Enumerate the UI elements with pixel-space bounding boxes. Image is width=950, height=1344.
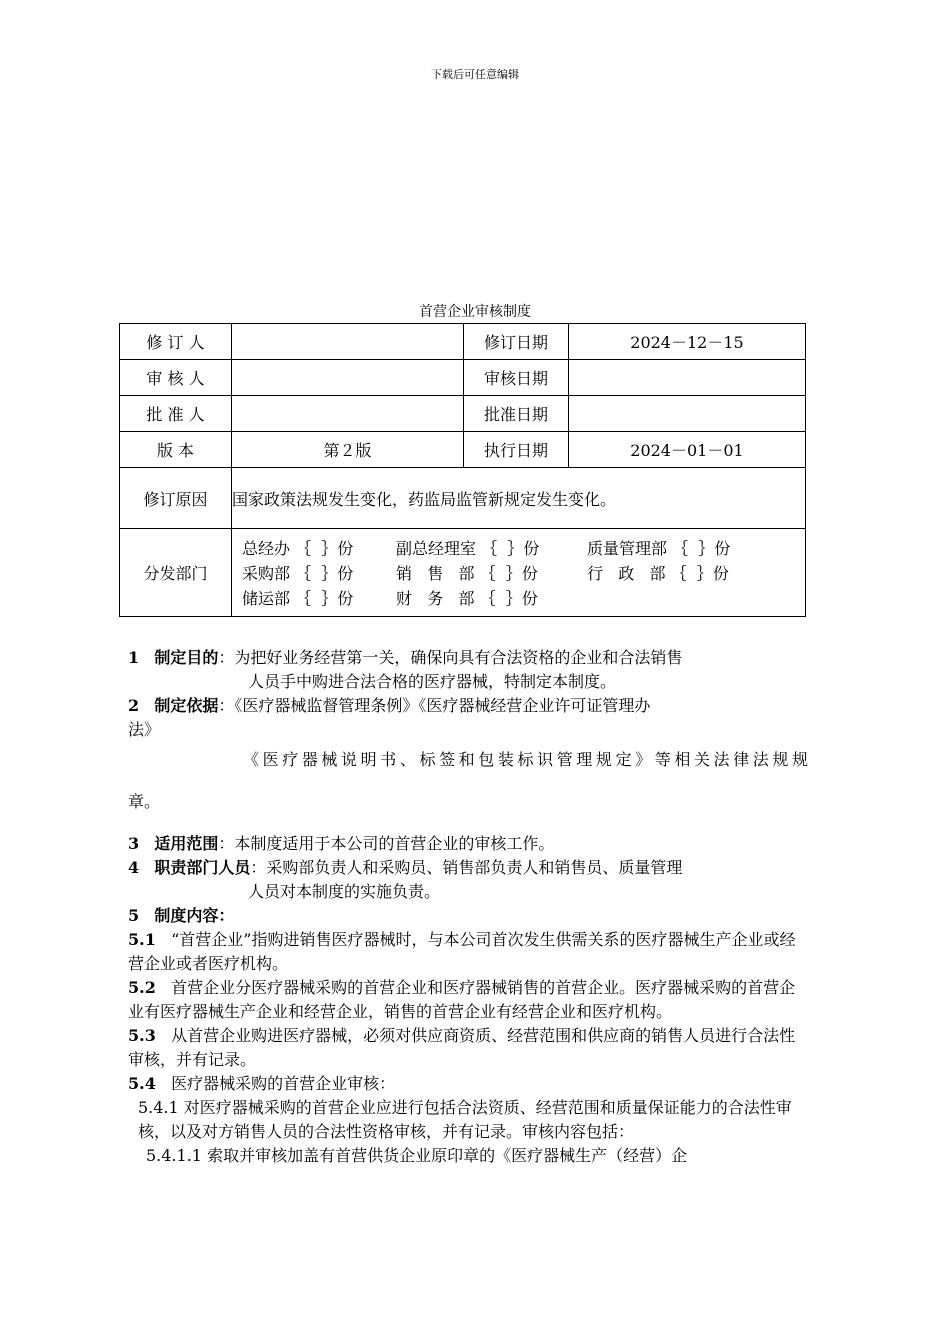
section-2-cont: 法》: [128, 720, 161, 739]
revision-reason-label: 修订原因: [120, 468, 232, 529]
section-text: ：采购部负责人和采购员、销售部负责人和销售员、质量管理: [250, 858, 683, 877]
section-1: [128, 646, 808, 670]
section-4: [128, 856, 808, 880]
section-2: [128, 694, 808, 718]
section-text: 从首营企业购进医疗器械，必须对供应商资质、经营范围和供应商的销售人员进行合法性审核，并有记录。: [128, 1026, 796, 1069]
version-label: 版 本: [120, 432, 232, 468]
distribution-label: 分发部门: [120, 529, 232, 617]
dist-sales-dept: 销 售 部 ｛ ｝份: [396, 564, 538, 583]
revision-info-table: [119, 323, 806, 617]
reviewer-label: 审 核 人: [120, 360, 232, 396]
distribution-line: [232, 585, 805, 610]
approver-label: 批 准 人: [120, 396, 232, 432]
section-number: 4: [128, 858, 140, 877]
section-5-4-1: 5.4.1 对医疗器械采购的首营企业应进行包括合法资质、经营范围和质量保证能力的合法性审核，以及对方销售人员的合法性资格审核，并有记录。审核内容包括：: [138, 1098, 792, 1141]
section-1-cont: 人员手中购进合法合格的医疗器械，特制定本制度。: [248, 672, 617, 691]
section-3: [128, 832, 808, 856]
section-number: 1: [128, 648, 140, 667]
section-5-4-1-1: 5.4.1.1 索取并审核加盖有首营供货企业原印章的《医疗器械生产（经营）企: [146, 1146, 688, 1165]
section-heading: 制定目的: [154, 648, 219, 667]
table-row: [120, 529, 806, 617]
section-text: ：为把好业务经营第一关，确保向具有合法资格的企业和合法销售: [218, 648, 683, 667]
effective-date-label: 执行日期: [464, 432, 569, 468]
section-number: 5: [128, 906, 140, 925]
section-number: 5.1: [128, 930, 156, 949]
table-row: [120, 432, 806, 468]
reviser-value: [232, 324, 464, 360]
section-4-cont: 人员对本制度的实施负责。: [248, 882, 441, 901]
dist-deputy-gm-office: 副总经理室 ｛ ｝份: [396, 539, 540, 558]
table-row: [120, 324, 806, 360]
section-2-end: 章。: [128, 792, 161, 811]
approval-date-label: 批准日期: [464, 396, 569, 432]
approval-date-value: [569, 396, 806, 432]
section-5-2: [128, 976, 808, 1024]
dist-finance-dept: 财 务 部 ｛ ｝份: [396, 589, 538, 608]
table-row: [120, 468, 806, 529]
revision-date-label: 修订日期: [464, 324, 569, 360]
dist-quality-dept: 质量管理部 ｛ ｝份: [587, 539, 731, 558]
section-heading: 职责部门人员: [154, 858, 251, 877]
section-2-laws: 《医疗器械说明书、标签和包装标识管理规定》等相关法律法规规: [243, 750, 808, 769]
section-5-3: [128, 1024, 808, 1072]
effective-date-value: 2024－01－01: [569, 432, 806, 468]
revision-date-value: 2024－12－15: [569, 324, 806, 360]
reviewer-value: [232, 360, 464, 396]
section-heading: 制定依据: [154, 696, 219, 715]
section-5-1: [128, 928, 808, 976]
distribution-list: [232, 529, 806, 617]
section-5-4: [128, 1072, 808, 1096]
section-colon: ：: [218, 906, 235, 925]
header-note: 下载后可任意编辑: [431, 68, 519, 81]
section-heading: 制度内容: [154, 906, 219, 925]
section-number: 2: [128, 696, 140, 715]
document-body: [128, 646, 808, 1168]
dist-purchasing-dept: 采购部 ｛ ｝份: [242, 564, 354, 583]
dist-admin-dept: 行 政 部 ｛ ｝份: [587, 564, 729, 583]
review-date-label: 审核日期: [464, 360, 569, 396]
section-number: 3: [128, 834, 140, 853]
document-title: 首营企业审核制度: [419, 304, 531, 320]
reviser-label: 修 订 人: [120, 324, 232, 360]
table-row: [120, 360, 806, 396]
section-text: ：本制度适用于本公司的首营企业的审核工作。: [218, 834, 555, 853]
section-heading: 适用范围: [154, 834, 219, 853]
version-value: 第２版: [232, 432, 464, 468]
section-text: ：《医疗器械监督管理条例》《医疗器械经营企业许可证管理办: [218, 696, 651, 715]
dist-general-office: 总经办 ｛ ｝份: [242, 539, 354, 558]
distribution-line: [232, 560, 805, 585]
section-text: 首营企业分医疗器械采购的首营企业和医疗器械销售的首营企业。医疗器械采购的首营企业有医疗器械生产企业和经营企业，销售的首营企业有经营企业和医疗机构。: [128, 978, 796, 1021]
section-number: 5.4: [128, 1074, 156, 1093]
section-text: “首营企业”指购进销售医疗器械时，与本公司首次发生供需关系的医疗器械生产企业或经营企业或者医疗机构。: [128, 930, 796, 973]
dist-storage-dept: 储运部 ｛ ｝份: [242, 589, 354, 608]
revision-reason-text: 国家政策法规发生变化，药监局监管新规定发生变化。: [232, 468, 806, 529]
section-5: [128, 904, 808, 928]
section-text: 医疗器械采购的首营企业审核：: [171, 1074, 396, 1093]
approver-value: [232, 396, 464, 432]
section-number: 5.3: [128, 1026, 156, 1045]
section-number: 5.2: [128, 978, 156, 997]
table-row: [120, 396, 806, 432]
review-date-value: [569, 360, 806, 396]
distribution-line: [232, 535, 805, 560]
